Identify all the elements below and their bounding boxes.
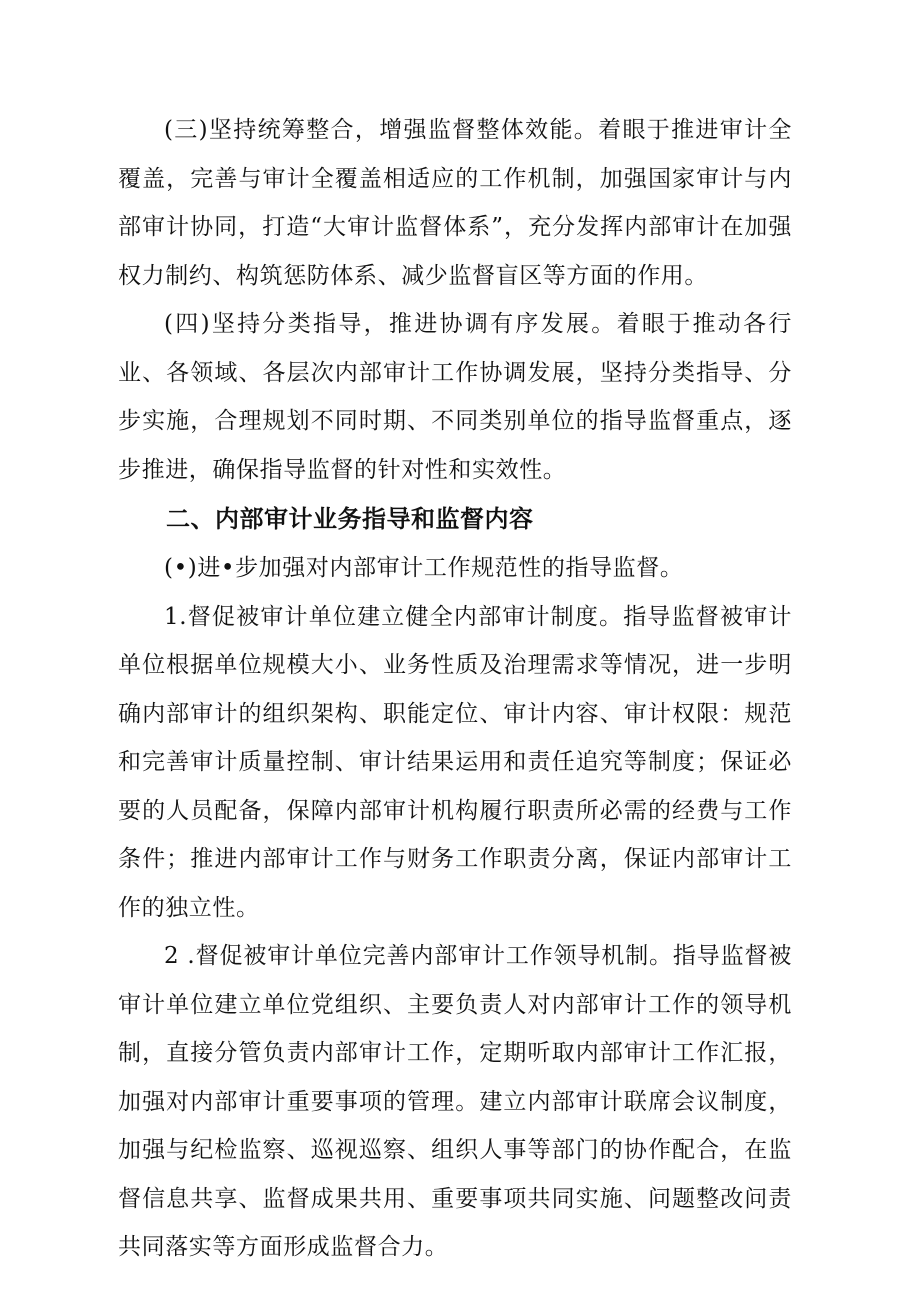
subsection-heading: (•)进•步加强对内部审计工作规范性的指导监督。 [164,555,684,581]
item-audit-system: 1.督促被审计单位建立健全内部审计制度。指导监督被审计单位根据单位规模大小、业务性质及治理需求等情况，进一步明确内部审计的组织架构、职能定位、审计内容、审计权限：规范和完善审计质量控制、审计结果运用和责任追究等制度；保证必要的人员配备，保障内部审计机构履行职责所必需的经费与工作条件；推进内部审计工作与财务工作职责分离，保证内部审计工作的独立性。 [118,603,792,921]
paragraph-classified-guidance: (四)坚持分类指导，推进协调有序发展。着眼于推动各行业、各领域、各层次内部审计工作协调发展，坚持分类指导、分步实施，合理规划不同时期、不同类别单位的指导监督重点，逐步推进，确保指导监督的针对性和实效性。 [118,311,792,483]
section-heading: 二、内部审计业务指导和监督内容 [166,505,534,533]
item-leadership-mechanism: 2 .督促被审计单位完善内部审计工作领导机制。指导监督被审计单位建立单位党组织、主要负责人对内部审计工作的领导机制，直接分管负责内部审计工作，定期听取内部审计工作汇报，加强对内部审计重要事项的管理。建立内部审计联席会议制度，加强与纪检监察、巡视巡察、组织人事等部门的协作配合，在监督信息共享、监督成果共用、重要事项共同实施、问题整改问责共同落实等方面形成监督合力。 [118,943,792,1260]
paragraph-coordination: (三)坚持统筹整合，增强监督整体效能。着眼于推进审计全覆盖，完善与审计全覆盖相适应的工作机制，加强国家审计与内部审计协同，打造“大审计监督体系”，充分发挥内部审计在加强权力制约、构筑惩防体系、减少监督盲区等方面的作用。 [118,117,792,289]
